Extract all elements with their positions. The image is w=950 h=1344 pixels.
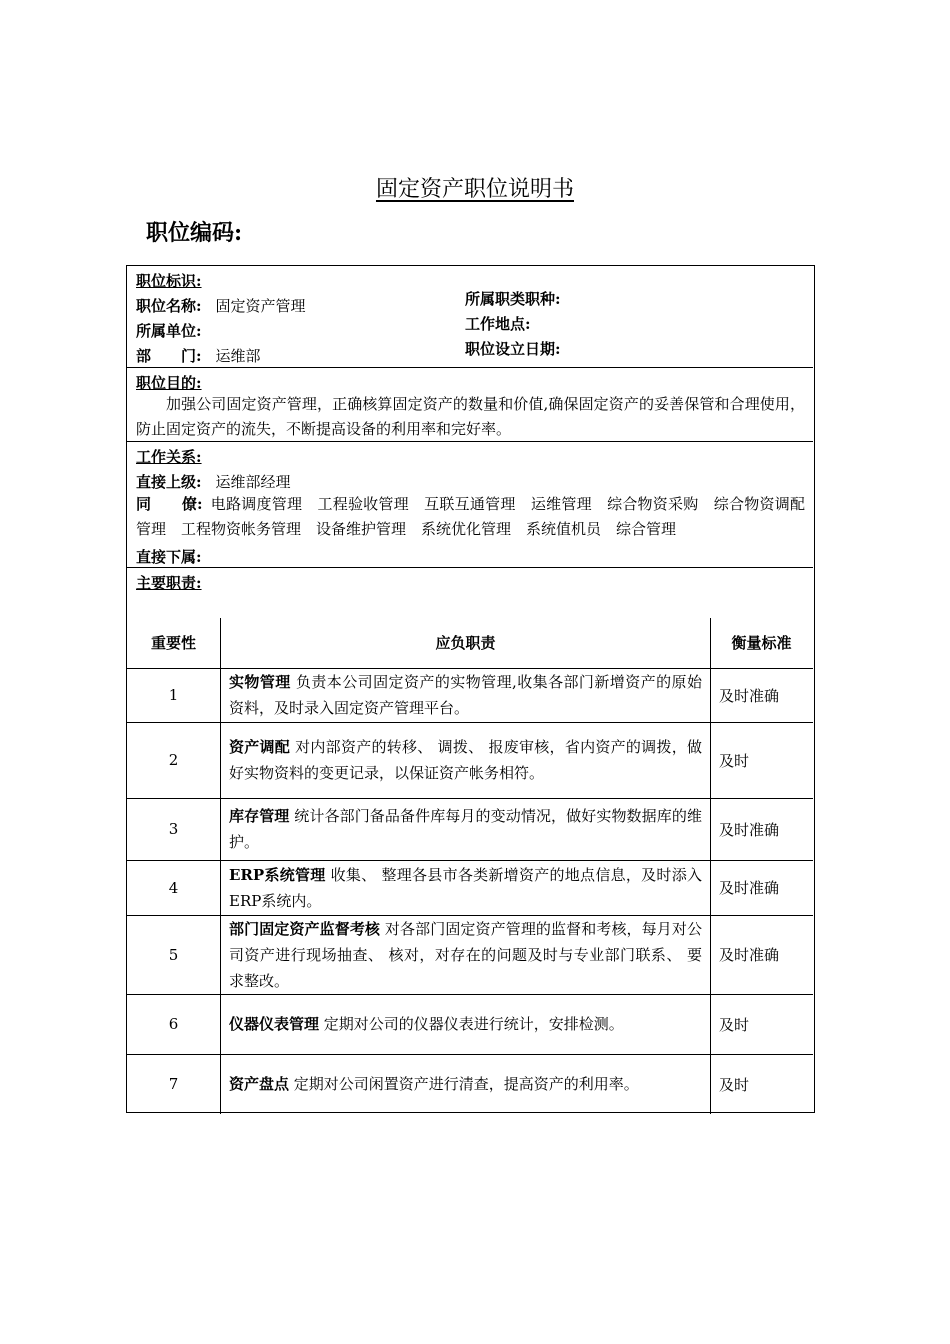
duty-text: 对内部资产的转移、 调拨、 报废审核，省内资产的调拨，做好实物资料的变更记录，以保证资产帐务相符。 (229, 738, 702, 782)
duty-text: 统计各部门备品备件库每月的变动情况，做好实物数据库的维护。 (229, 807, 702, 851)
row-number: 5 (127, 915, 221, 994)
duty-cell (221, 798, 711, 860)
relations-heading: 工作关系: (136, 448, 202, 466)
department-value: 运维部 (215, 347, 261, 365)
department-label: 部 门: (136, 347, 202, 365)
duty-title: 实物管理 (229, 673, 291, 691)
identification-heading: 职位标识: (136, 272, 202, 290)
duty-title: 库存管理 (229, 807, 290, 825)
standard-cell: 及时准确 (711, 798, 814, 860)
duty-title: 部门固定资产监督考核 (229, 919, 381, 938)
location-label: 工作地点: (465, 315, 531, 333)
unit-label: 所属单位: (136, 322, 202, 340)
standard-cell: 及时准确 (711, 915, 814, 994)
position-name-row (136, 295, 306, 316)
peer-value: 电路调度管理 工程验收管理 互联互通管理 运维管理 综合物资采购 综合物资调配管理 工程物资帐务管理 设备维护管理 系统优化管理 系统值机员 综合管理 (136, 495, 805, 538)
table-row (127, 798, 813, 860)
position-code-label: 职位编码: (146, 220, 243, 246)
duty-title: 资产调配 (229, 738, 291, 756)
duty-text: 收集、 整理各县市各类新增资产的地点信息，及时添入ERP系统内。 (229, 865, 702, 910)
row-number: 3 (127, 798, 221, 860)
standard-cell: 及时准确 (711, 860, 814, 915)
row-number: 7 (127, 1054, 221, 1114)
row-number: 4 (127, 860, 221, 915)
purpose-section (127, 368, 813, 442)
standard-cell: 及时 (711, 994, 814, 1054)
identification-section (127, 266, 813, 368)
duties-heading: 主要职责: (136, 574, 202, 592)
duty-header: 应负职责 (221, 618, 711, 668)
peer-label: 同 僚: (136, 495, 203, 513)
position-name-label: 职位名称: (136, 297, 202, 315)
superior-row (136, 471, 291, 492)
duty-cell (221, 994, 711, 1054)
established-date-label: 职位设立日期: (465, 340, 561, 358)
table-row (127, 668, 813, 722)
duty-title: ERP系统管理 (229, 865, 326, 884)
row-number: 2 (127, 722, 221, 798)
importance-header: 重要性 (127, 618, 221, 668)
category-label: 所属职类职种: (465, 290, 561, 308)
duty-cell (221, 1054, 711, 1114)
row-number: 6 (127, 994, 221, 1054)
table-row (127, 1054, 813, 1114)
superior-label: 直接上级: (136, 473, 202, 491)
duty-text: 定期对公司的仪器仪表进行统计，安排检测。 (323, 1015, 624, 1033)
duties-table (127, 618, 813, 1114)
purpose-text: 加强公司固定资产管理，正确核算固定资产的数量和价值,确保固定资产的妥善保管和合理使用，防止固定资产的流失，不断提高设备的利用率和完好率。 (136, 395, 805, 438)
subordinate-label: 直接下属: (136, 548, 202, 566)
duty-text: 负责本公司固定资产的实物管理,收集各部门新增资产的原始资料，及时录入固定资产管理平台。 (229, 673, 702, 717)
duty-cell (221, 722, 711, 798)
duty-cell (221, 915, 711, 994)
position-name-value: 固定资产管理 (215, 297, 306, 315)
standard-header: 衡量标准 (711, 618, 814, 668)
duty-text: 定期对公司闲置资产进行清查，提高资产的利用率。 (293, 1075, 639, 1094)
duties-section (127, 568, 813, 618)
standard-cell: 及时准确 (711, 668, 814, 722)
position-description-table (126, 265, 815, 1113)
table-row (127, 915, 813, 994)
table-row (127, 722, 813, 798)
department-row (136, 345, 261, 366)
purpose-heading: 职位目的: (136, 374, 202, 392)
superior-value: 运维部经理 (215, 473, 291, 491)
table-row (127, 994, 813, 1054)
duty-cell (221, 668, 711, 722)
table-row (127, 860, 813, 915)
standard-cell: 及时 (711, 1054, 814, 1114)
duty-text: 对各部门固定资产管理的监督和考核，每月对公司资产进行现场抽查、 核对，对存在的问题及时与专业部门联系、 要求整改。 (229, 919, 702, 990)
relations-section (127, 442, 813, 568)
row-number: 1 (127, 668, 221, 722)
duties-header-row (127, 618, 813, 668)
peer-row (136, 492, 805, 542)
document-title: 固定资产职位说明书 (375, 177, 574, 202)
duty-cell (221, 860, 711, 915)
duty-title: 仪器仪表管理 (229, 1015, 320, 1033)
standard-cell: 及时 (711, 722, 814, 798)
duty-title: 资产盘点 (229, 1075, 290, 1094)
